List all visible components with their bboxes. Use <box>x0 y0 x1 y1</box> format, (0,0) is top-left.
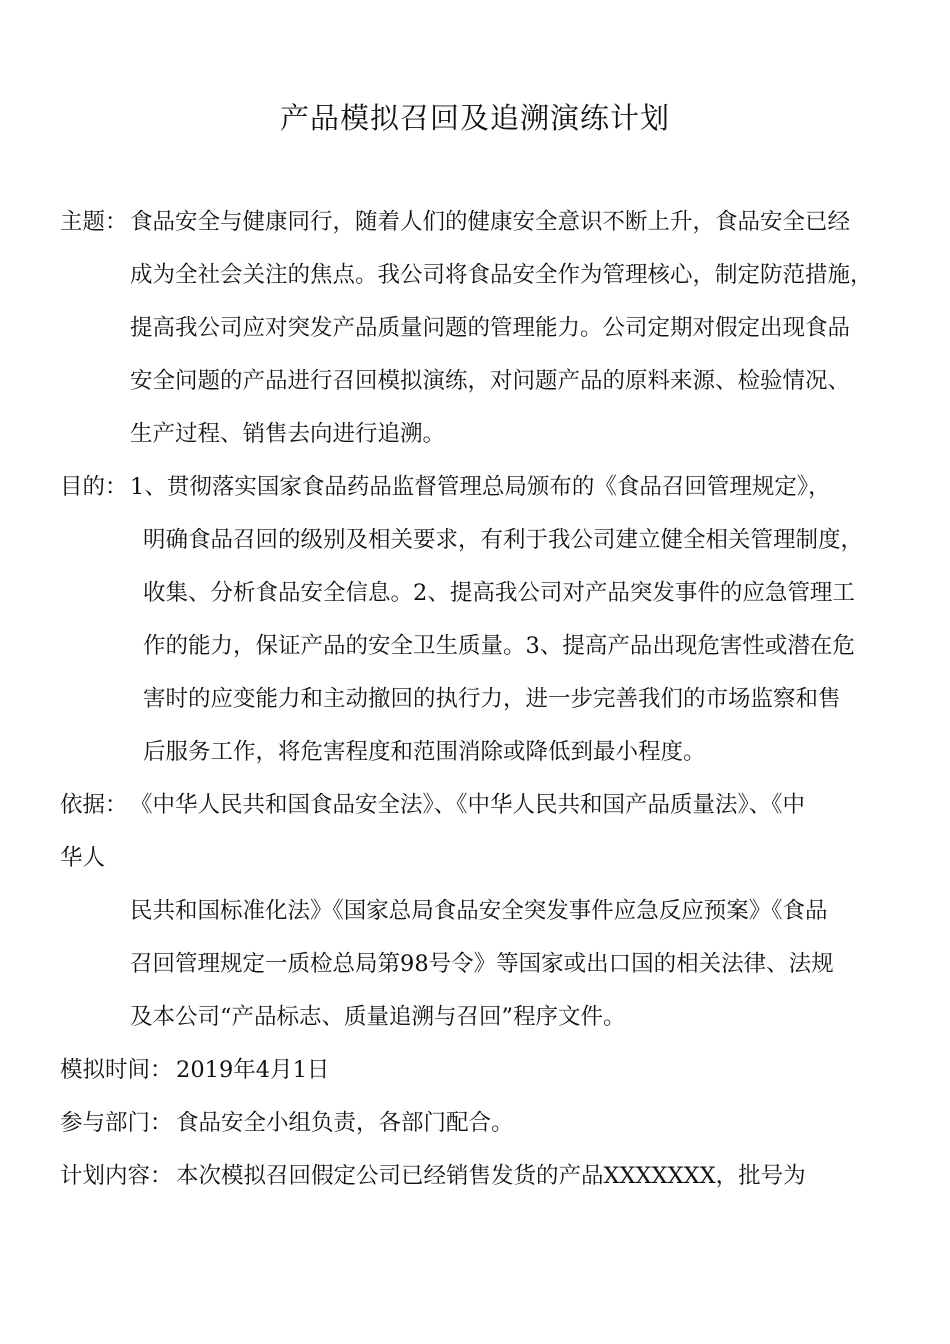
sim-time-label: 模拟时间： <box>60 1057 173 1083</box>
purpose-label: 目的： <box>60 474 128 500</box>
document-title: 产品模拟召回及追溯演练计划 <box>279 101 670 135</box>
basis-line: 《中华人民共和国食品安全法》、《中华人民共和国产品质量法》、《中 <box>130 792 806 818</box>
purpose-line: 后服务工作，将危害程度和范围消除或降低到最小程度。 <box>143 739 706 765</box>
departments-value: 食品安全小组负责，各部门配合。 <box>176 1110 514 1136</box>
theme-line: 食品安全与健康同行，随着人们的健康安全意识不断上升，食品安全已经 <box>130 209 851 235</box>
theme-line: 生产过程、销售去向进行追溯。 <box>130 421 446 447</box>
theme-line: 提高我公司应对突发产品质量问题的管理能力。公司定期对假定出现食品 <box>130 315 851 341</box>
basis-line: 华人 <box>60 845 106 871</box>
departments-label: 参与部门： <box>60 1110 173 1136</box>
plan-value: 本次模拟召回假定公司已经销售发货的产品XXXXXXX，批号为 <box>176 1163 806 1189</box>
purpose-line: 作的能力，保证产品的安全卫生质量。3、提高产品出现危害性或潜在危 <box>143 633 855 659</box>
purpose-line: 明确食品召回的级别及相关要求，有利于我公司建立健全相关管理制度， <box>143 527 864 553</box>
purpose-line: 收集、分析食品安全信息。2、提高我公司对产品突发事件的应急管理工 <box>143 580 855 606</box>
plan-label: 计划内容： <box>60 1163 173 1189</box>
purpose-line: 1、贯彻落实国家食品药品监督管理总局颁布的《食品召回管理规定》， <box>130 474 831 500</box>
theme-label: 主题： <box>60 209 128 235</box>
basis-line: 民共和国标准化法》《国家总局食品安全突发事件应急反应预案》《食品 <box>130 898 828 924</box>
sim-time-value: 2019年4月1日 <box>176 1057 330 1083</box>
basis-label: 依据： <box>60 792 128 818</box>
basis-line: 及本公司“产品标志、质量追溯与召回”程序文件。 <box>130 1004 626 1030</box>
basis-line: 召回管理规定一质检总局第98号令》等国家或出口国的相关法律、法规 <box>130 951 834 977</box>
theme-line: 安全问题的产品进行召回模拟演练，对问题产品的原料来源、检验情况、 <box>130 368 851 394</box>
purpose-line: 害时的应变能力和主动撤回的执行力，进一步完善我们的市场监察和售 <box>143 686 841 712</box>
theme-line: 成为全社会关注的焦点。我公司将食品安全作为管理核心，制定防范措施， <box>130 262 873 288</box>
